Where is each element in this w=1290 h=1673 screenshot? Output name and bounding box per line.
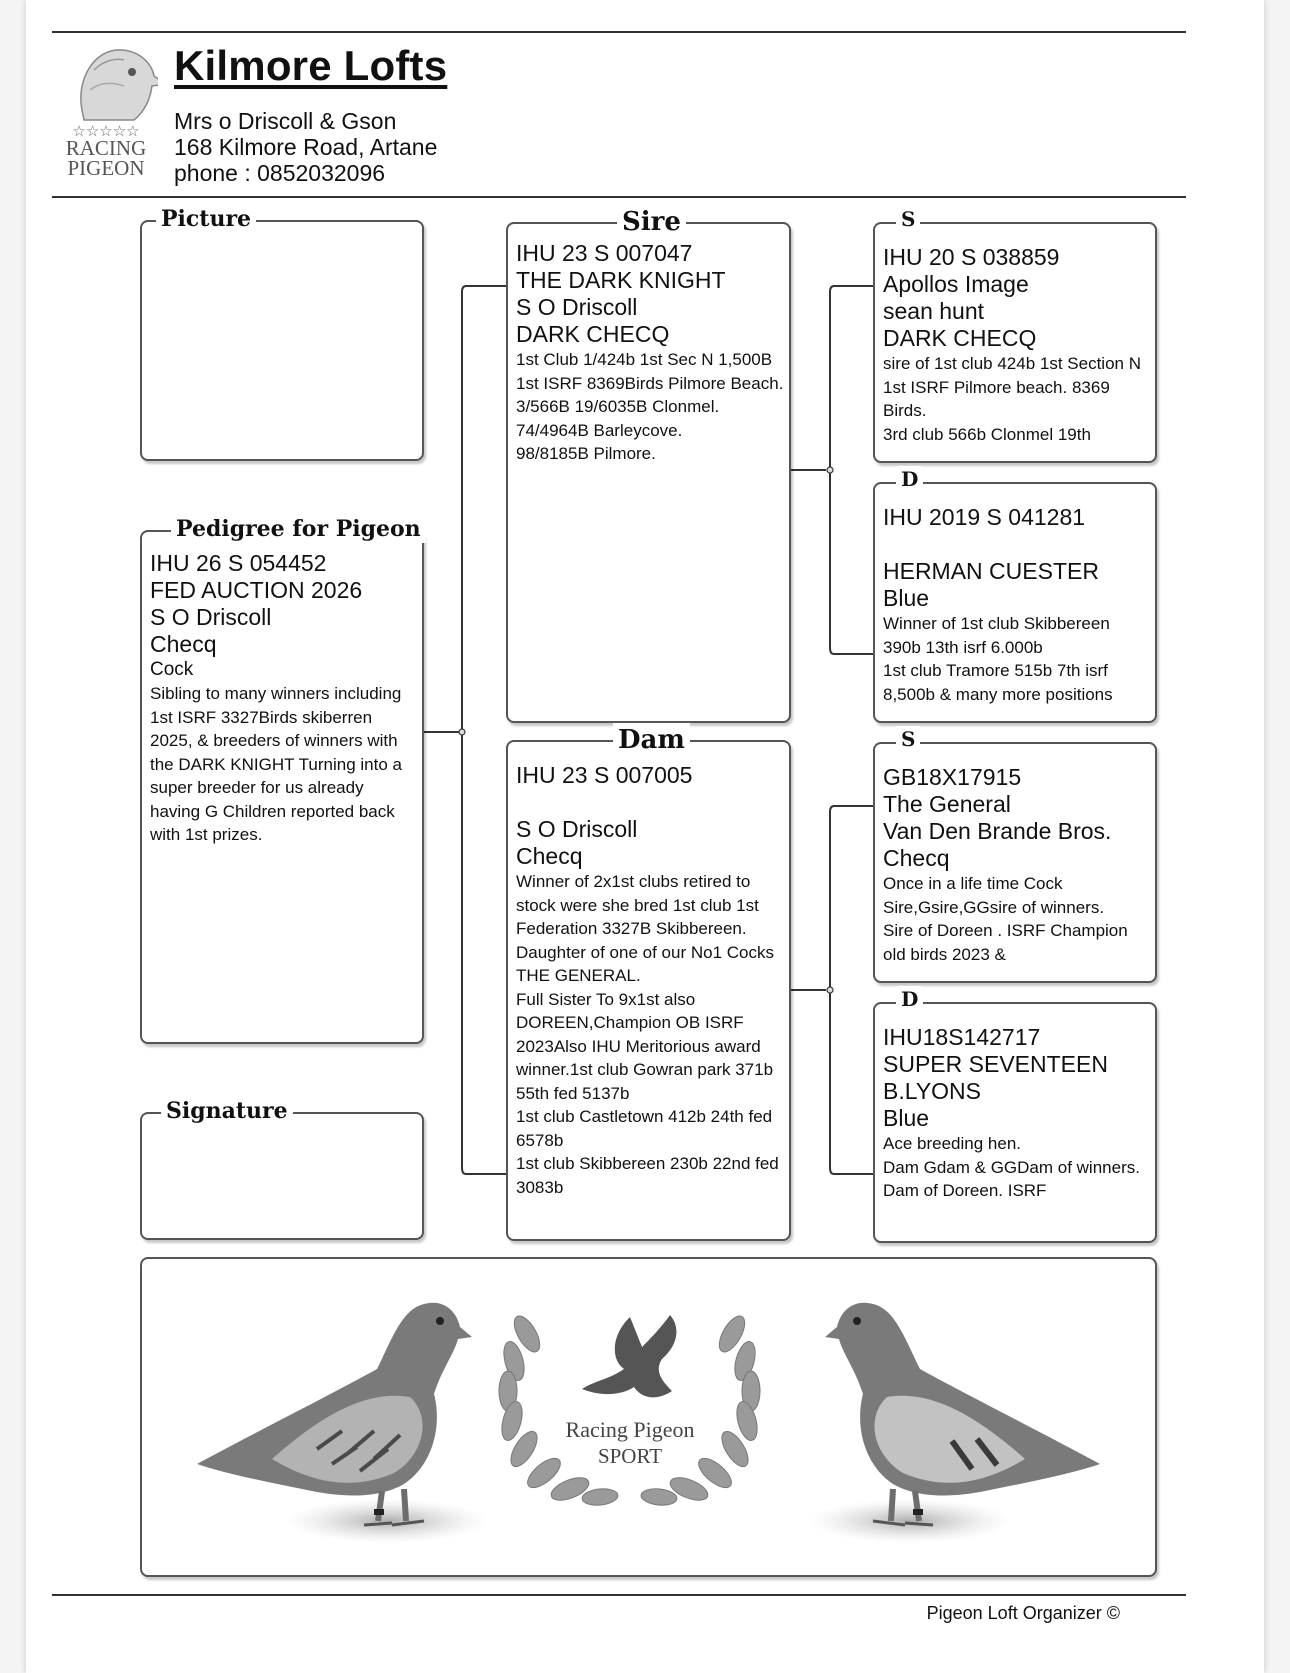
sire-sire-notes: sire of 1st club 424b 1st Section N 1st ISRF Pilmore beach. 8369 Birds. 3rd club 566b Clonmel 19th	[883, 354, 1141, 444]
sire-sire-ring-number: IHU 20 S 038859	[883, 244, 1060, 270]
dam-breeder: S O Driscoll	[516, 816, 638, 842]
sire-sire-color: DARK CHECQ	[883, 325, 1037, 351]
owner-phone: phone : 0852032096	[174, 160, 386, 186]
dam-color: Checq	[516, 843, 583, 869]
sire-ring-number: IHU 23 S 007047	[516, 240, 693, 266]
dam-sire-breeder: Van Den Brande Bros.	[883, 818, 1112, 844]
subject-legend: Pedigree for Pigeon	[171, 515, 426, 543]
subject-color: Checq	[150, 631, 217, 657]
sire-dam-name: HERMAN CUESTER	[883, 558, 1099, 584]
loft-name: Kilmore Lofts	[174, 42, 448, 89]
dam-box	[506, 740, 791, 1241]
sire-dam-legend: D	[896, 466, 923, 492]
dam-dam-legend: D	[896, 986, 923, 1012]
sire-dam-notes: Winner of 1st club Skibbereen 390b 13th isrf 6.000b 1st club Tramore 515b 7th isrf 8,500b & many more positions	[883, 614, 1113, 704]
subject-name: FED AUCTION 2026	[150, 577, 363, 603]
banner-art	[142, 1259, 1155, 1575]
sire-legend: Sire	[617, 205, 686, 239]
laurel-wreath-icon	[498, 1312, 761, 1507]
dam-dam-breeder: B.LYONS	[883, 1078, 981, 1104]
picture-legend: Picture	[156, 205, 256, 233]
sire-box	[506, 222, 791, 723]
sire-dam-color: Blue	[883, 585, 930, 611]
owner-address: 168 Kilmore Road, Artane	[174, 134, 438, 160]
header-top-rule	[52, 31, 1186, 33]
emblem-text-1: Racing Pigeon	[565, 1417, 695, 1442]
pigeon-banner	[140, 1257, 1157, 1577]
sire-breeder: S O Driscoll	[516, 294, 638, 320]
sire-sire-box	[873, 222, 1157, 463]
dam-sire-box	[873, 742, 1157, 983]
dam-dam-notes: Ace breeding hen. Dam Gdam & GGDam of winners. Dam of Doreen. ISRF	[883, 1134, 1140, 1200]
dam-sire-legend: S	[896, 726, 920, 752]
sire-sire-breeder: sean hunt	[883, 298, 985, 324]
signature-box	[140, 1112, 424, 1240]
dam-dam-ring-number: IHU18S142717	[883, 1024, 1041, 1050]
dam-sire-notes: Once in a life time Cock Sire,Gsire,GGsire of winners. Sire of Doreen . ISRF Champion old birds 2023 &	[883, 874, 1128, 964]
footer-credit: Pigeon Loft Organizer ©	[926, 1603, 1120, 1623]
sire-dam-ring-number: IHU 2019 S 041281	[883, 504, 1086, 530]
racing-pigeon-logo	[54, 40, 158, 185]
dam-ring-number: IHU 23 S 007005	[516, 762, 693, 788]
sire-dam-box	[873, 482, 1157, 723]
sire-color: DARK CHECQ	[516, 321, 670, 347]
signature-legend: Signature	[161, 1097, 293, 1125]
subject-sex: Cock	[150, 659, 194, 680]
owner-name: Mrs o Driscoll & Gson	[174, 108, 397, 134]
pigeon-head-icon	[54, 40, 158, 185]
dam-dam-box	[873, 1002, 1157, 1243]
dam-notes: Winner of 2x1st clubs retired to stock were she bred 1st club 1st Federation 3327B Skibbereen. Daughter of one of our No1 Cocks THE GENERAL. Full Sister To 9x1st also DOREEN,Champion OB ISRF 2023Also IHU Meritorious award winner.1st club Gowran park 371b 55th fed 5137b 1st club Castletown 412b 24th fed 6578b 1st club Skibbereen 230b 22nd fed 3083b	[516, 872, 779, 1197]
subject-notes: Sibling to many winners including 1st ISRF 3327Birds skiberren 2025, & breeders of winners with the DARK KNIGHT Turning into a super breeder for us already having G Children reported back with 1st prizes.	[150, 684, 402, 844]
dam-sire-name: The General	[883, 791, 1011, 817]
sire-name: THE DARK KNIGHT	[516, 267, 726, 293]
picture-box	[140, 220, 424, 461]
dam-dam-color: Blue	[883, 1105, 930, 1131]
header-bottom-rule	[52, 196, 1186, 198]
emblem-text-2: SPORT	[597, 1444, 663, 1468]
dam-legend: Dam	[613, 723, 690, 757]
logo-stars: ☆☆☆☆☆	[72, 122, 140, 140]
subject-breeder: S O Driscoll	[150, 604, 272, 630]
dam-dam-name: SUPER SEVENTEEN	[883, 1051, 1108, 1077]
subject-pigeon-box	[140, 530, 424, 1044]
sire-sire-name: Apollos Image	[883, 271, 1029, 297]
right-pigeon-icon	[810, 1303, 1100, 1543]
sire-notes: 1st Club 1/424b 1st Sec N 1,500B 1st ISRF 8369Birds Pilmore Beach. 3/566B 19/6035B Clonmel. 74/4964B Barleycove. 98/8185B Pilmore.	[516, 350, 784, 463]
footer-rule	[52, 1594, 1186, 1596]
left-pigeon-icon	[197, 1303, 487, 1543]
subject-ring-number: IHU 26 S 054452	[150, 550, 327, 576]
dam-sire-ring-number: GB18X17915	[883, 764, 1022, 790]
logo-racing: RACING	[65, 136, 147, 160]
logo-pigeon: PIGEON	[67, 156, 145, 180]
sire-sire-legend: S	[896, 206, 920, 232]
dam-sire-color: Checq	[883, 845, 950, 871]
